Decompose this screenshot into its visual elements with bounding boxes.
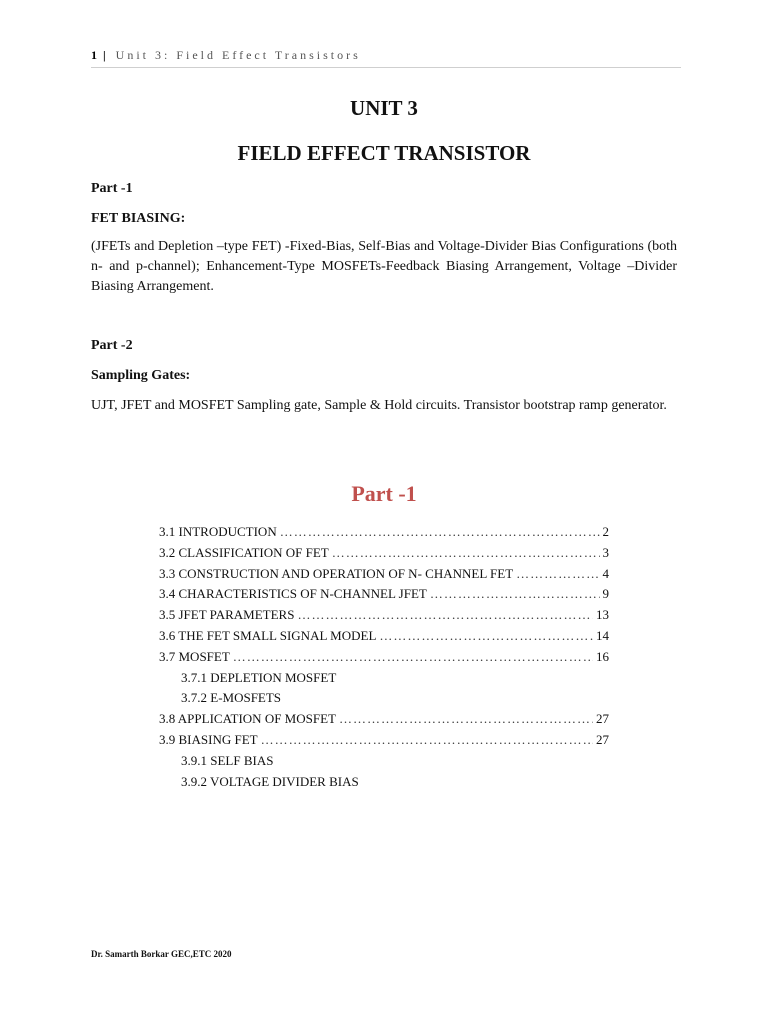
toc-entry-page: 27 bbox=[596, 731, 609, 747]
toc-entry-label: 3.5 JFET PARAMETERS bbox=[159, 607, 295, 623]
toc-entry-page: 14 bbox=[596, 627, 609, 643]
toc-leader bbox=[233, 647, 593, 668]
toc-entry-label: 3.1 INTRODUCTION bbox=[159, 524, 277, 539]
part1-description: (JFETs and Depletion –type FET) -Fixed-Bias, Self-Bias and Voltage-Divider Bias Configurations (both n- and p-channel); Enhancement-Type MOSFETs-Feedback Biasing Arrangement, Voltage –Divider Biasing Arrangement. bbox=[91, 239, 677, 294]
running-title: Unit 3: Field Effect Transistors bbox=[115, 48, 361, 62]
toc-entry-label: 3.9 BIASING FET bbox=[159, 731, 258, 747]
toc-entry-page: 4 bbox=[602, 565, 609, 581]
toc-entry bbox=[159, 543, 609, 564]
footer-author: Dr. Samarth Borkar GEC,ETC 2020 bbox=[91, 949, 232, 959]
toc-leader bbox=[297, 605, 593, 626]
table-of-contents bbox=[159, 522, 609, 792]
header-separator: | bbox=[103, 48, 106, 62]
toc-subentry bbox=[159, 772, 609, 793]
part2-description: UJT, JFET and MOSFET Sampling gate, Sample & Hold circuits. Transistor bootstrap ramp generator. bbox=[91, 398, 667, 413]
toc-subentry bbox=[159, 668, 609, 689]
toc-leader bbox=[516, 564, 599, 585]
toc-entry-label: 3.2 CLASSIFICATION OF FET bbox=[159, 544, 329, 560]
toc-entry-label: 3.7.1 DEPLETION MOSFET bbox=[181, 669, 337, 685]
toc-entry-page: 27 bbox=[596, 711, 609, 727]
toc-leader bbox=[261, 730, 593, 751]
toc-entry-label: 3.9.1 SELF BIAS bbox=[181, 752, 274, 768]
toc-subentry bbox=[159, 751, 609, 772]
part2-label: Part -2 bbox=[91, 338, 133, 353]
toc-entry bbox=[159, 647, 609, 668]
toc-entry-label: 3.4 CHARACTERISTICS OF N-CHANNEL JFET bbox=[159, 586, 427, 602]
toc-entry-page: 9 bbox=[602, 586, 609, 602]
part1-label: Part -1 bbox=[91, 181, 133, 196]
part1-heading: FET BIASING: bbox=[91, 211, 186, 226]
toc-entry-page: 16 bbox=[596, 648, 609, 664]
toc-entry bbox=[159, 584, 609, 605]
toc-entry-page: 13 bbox=[596, 607, 609, 623]
toc-entry bbox=[159, 522, 609, 543]
unit-title: UNIT 3 bbox=[350, 96, 418, 120]
toc-entry bbox=[159, 730, 609, 751]
toc-entry-label: 3.6 THE FET SMALL SIGNAL MODEL bbox=[159, 627, 377, 643]
toc-leader bbox=[379, 626, 593, 647]
toc-subentry bbox=[159, 688, 609, 709]
subject-title: FIELD EFFECT TRANSISTOR bbox=[237, 141, 531, 165]
running-header bbox=[91, 48, 681, 68]
toc-leader bbox=[430, 584, 600, 605]
page-number: 1 bbox=[91, 48, 97, 62]
toc-entry-label: 3.9.2 VOLTAGE DIVIDER BIAS bbox=[181, 773, 359, 789]
toc-entry-page: 3 bbox=[602, 544, 609, 560]
toc-leader bbox=[332, 543, 600, 564]
toc-entry-label: 3.3 CONSTRUCTION AND OPERATION OF N- CHANNEL FET bbox=[159, 565, 514, 581]
toc-entry bbox=[159, 709, 609, 730]
toc-heading: Part -1 bbox=[351, 481, 417, 506]
toc-entry-label: 3.7.2 E-MOSFETS bbox=[181, 690, 282, 706]
toc-entry-label: 3.7 MOSFET bbox=[159, 648, 230, 664]
toc-leader bbox=[339, 709, 593, 730]
toc-entry-label: 3.8 APPLICATION OF MOSFET bbox=[159, 711, 336, 727]
toc-entry-page: 2 bbox=[602, 524, 609, 539]
part2-heading: Sampling Gates: bbox=[91, 368, 191, 383]
toc-entry bbox=[159, 564, 609, 585]
toc-entry bbox=[159, 605, 609, 626]
toc-leader bbox=[280, 522, 600, 543]
toc-entry bbox=[159, 626, 609, 647]
